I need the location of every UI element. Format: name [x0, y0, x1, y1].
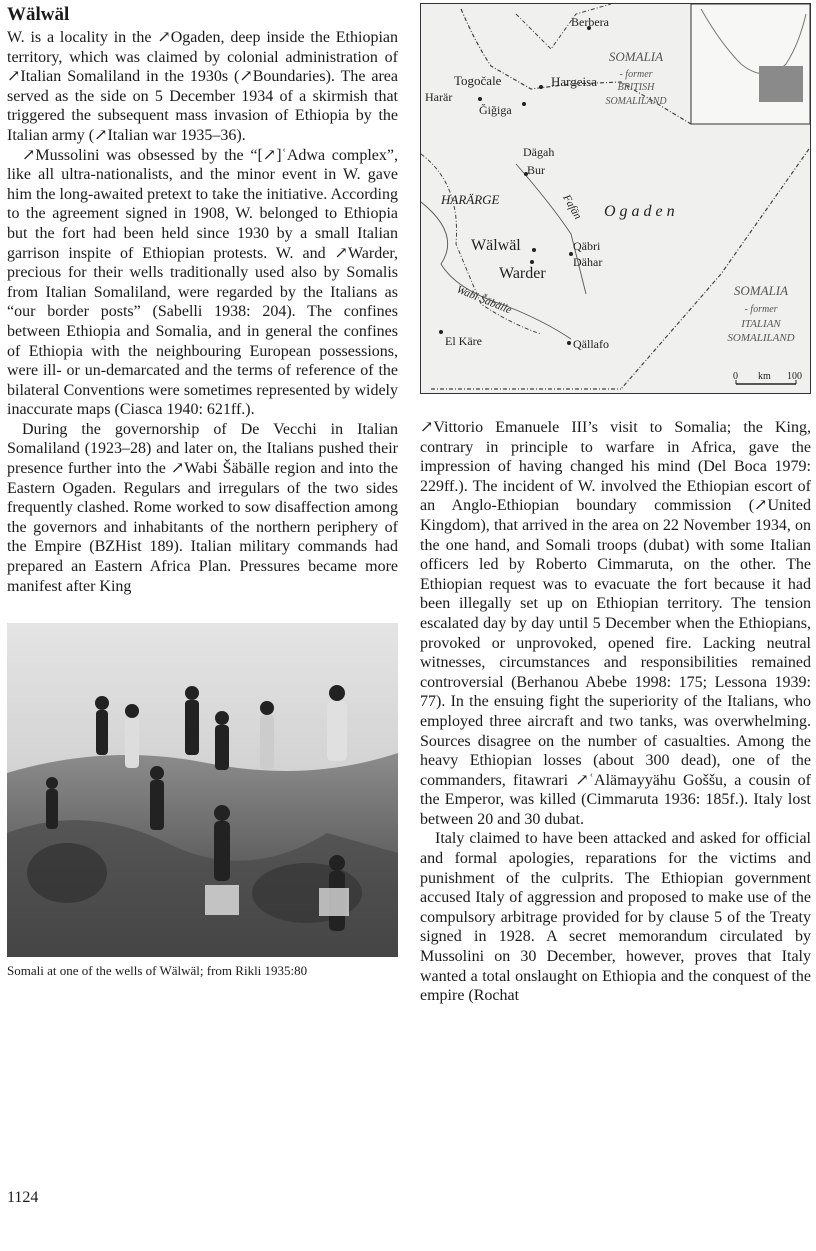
map-label-walwal: Wälwäl: [471, 237, 521, 254]
map-label-italian: ITALIAN: [741, 318, 781, 330]
map-label-fafan: Fafän: [560, 192, 584, 222]
map-label-somalia-south-former: - former: [744, 304, 778, 315]
map-label-gigiga: Ğiğiga: [479, 103, 512, 117]
right-column: [420, 0, 811, 1006]
paragraph-2: ↗Mussolini was obsessed by the “[↗]ʿAdwa complex”, like all ultra-nationalists, and the minor event in W. gave him the long-awaited pretext to take the initiative. According to the agreement signed in 1908, W. belonged to Ethiopia but the fort had been held since 1930 by a small Italian garrison inspite of Ethiopian protests. W. and ↗Warder, precious for their wells traditionally used also by Somalis from Italian Somaliland, were regarded by the Italians as “our border posts” (Sabelli 1938: 204). The confines between Ethiopia and Somalia, and in general the confines of Ethiopia with the neighbouring European possessions, were ill- or un-demarcated and the terms of reference of the bilateral Conventions were sometimes represented by widely inaccurate maps (Ciasca 1940: 621ff.).: [7, 146, 398, 419]
map-label-somaliland-south: SOMALILAND: [727, 332, 795, 344]
paragraph-5: Italy claimed to have been attacked and asked for official and formal apologies, reparations for the victims and punishment of the culprits. The Ethiopian government accused Italy of aggression and proposed to make use of the compulsory arbitrage provided for by clause 5 of the Treaty signed in 1928. A secret memorandum circulated by Mussolini on 30 December, however, proves that Italy wanted a total onslaught on Ethiopia and the conquest of the empire (Rochat: [420, 830, 811, 1005]
photo-illustration: [7, 623, 398, 957]
map-label-ogaden: O g a d e n: [604, 203, 675, 220]
left-column: [7, 0, 398, 979]
map-label-el-kare: El Käre: [445, 334, 482, 348]
paragraph-1: W. is a locality in the ↗Ogaden, deep inside the Ethiopian territory, which was claimed by colonial administration of ↗Italian Somaliland in the 1930s (↗Boundaries). The area served as the side on 5 December 1934 of a skirmish that triggered the subsequent mass invasion of Ethiopia by the Italian army (↗Italian war 1935–36).: [7, 29, 398, 144]
map-label-berbera: Berbera: [571, 15, 609, 29]
map-label-somalia-south: SOMALIA: [733, 283, 789, 298]
paragraph-3: During the governorship of De Vecchi in Italian Somaliland (1923–28) and later on, the Italians pushed their presence further into the ↗Wabi Šäbälle region and into the Eastern Ogaden. Regulars and irregulars of the two sides frequently clashed. Rome worked to sow disaffection among the governors and inhabitants of the northern periphery of the Empire (BZHist 189). Italian military commands had prepared an Eastern Africa Plan. Pressures became more manifest after King: [7, 420, 398, 595]
inset-highlight: [759, 66, 803, 102]
map-label-qabri-dahar-2: Dähar: [573, 255, 603, 269]
map-label-wabi-sabalie: Wabi Šäbälle: [454, 283, 514, 317]
map-label-dagah-bur-2: Bur: [527, 163, 545, 177]
article-title: Wälwäl: [7, 4, 70, 25]
paragraph-4: ↗Vittorio Emanuele III’s visit to Somalia; the King, contrary in principle to warfare in Africa, gave the impression of having changed his mind (Del Boca 1979: 229ff.). The incident of W. involved the Ethiopian escort of an Anglo-Ethiopian boundary commission (↗United Kingdom), that arrived in the area on 22 November 1934, on the one hand, and Somali troops (dubat) with some Italian officers led by Roberto Cimmaruta, on the other. The Ethiopian request was to evacuate the fort because it had been illegally set up on Ethiopian territory. The tension escalated day by day until 5 December when the Ethiopians, provoked or unprovoked, opened fire. Lacking neutral witnesses, circumstances and responsibilities remained controversial (Berhanou Abebe 1998: 175; Lessona 1939: 77). In the ensuing fight the superiority of the Italians, who employed three aircraft and two tanks, was overwhelming. Sources disagree on the number of casualties. Among the heavy Ethiopian losses (about 300 dead), one of the commanders, fitawrari ↗ʿAlämayyähu Goššu, a cousin of the Emperor, was killed (Cimmaruta 1936: 185f.). Italy lost between 20 and 30 dubat.: [420, 419, 811, 828]
map-label-qallafo: Qällafo: [573, 337, 609, 351]
map-label-british: BRITISH: [617, 82, 655, 93]
map-label-somaliland-north: SOMALILAND: [605, 96, 667, 107]
photo-caption: Somali at one of the wells of Wälwäl; from Rikli 1935:80: [7, 963, 308, 979]
well-photo: [7, 623, 398, 957]
svg-text:100: 100: [787, 371, 802, 382]
map-label-harar: Harär: [425, 90, 453, 104]
map-label-hargeisa: Hargeisa: [551, 74, 597, 89]
map-label-somalia-north: SOMALIA: [608, 49, 664, 64]
map-label-dagah-bur-1: Dägah: [523, 145, 555, 159]
map-drawing: [421, 4, 810, 393]
map-label-somalia-north-former: - former: [619, 69, 653, 80]
map-label-qabri-dahar-1: Qäbri: [573, 239, 601, 253]
map-label-warder: Warder: [499, 265, 546, 282]
ogaden-map: [420, 3, 811, 394]
map-label-togocale: Togočale: [454, 73, 502, 88]
svg-text:0: 0: [733, 371, 738, 382]
svg-text:km: km: [758, 371, 771, 382]
map-scale-bar: [733, 371, 802, 384]
map-label-hararge: HARÄRGE: [441, 192, 500, 207]
page-number: 1124: [7, 1189, 39, 1206]
